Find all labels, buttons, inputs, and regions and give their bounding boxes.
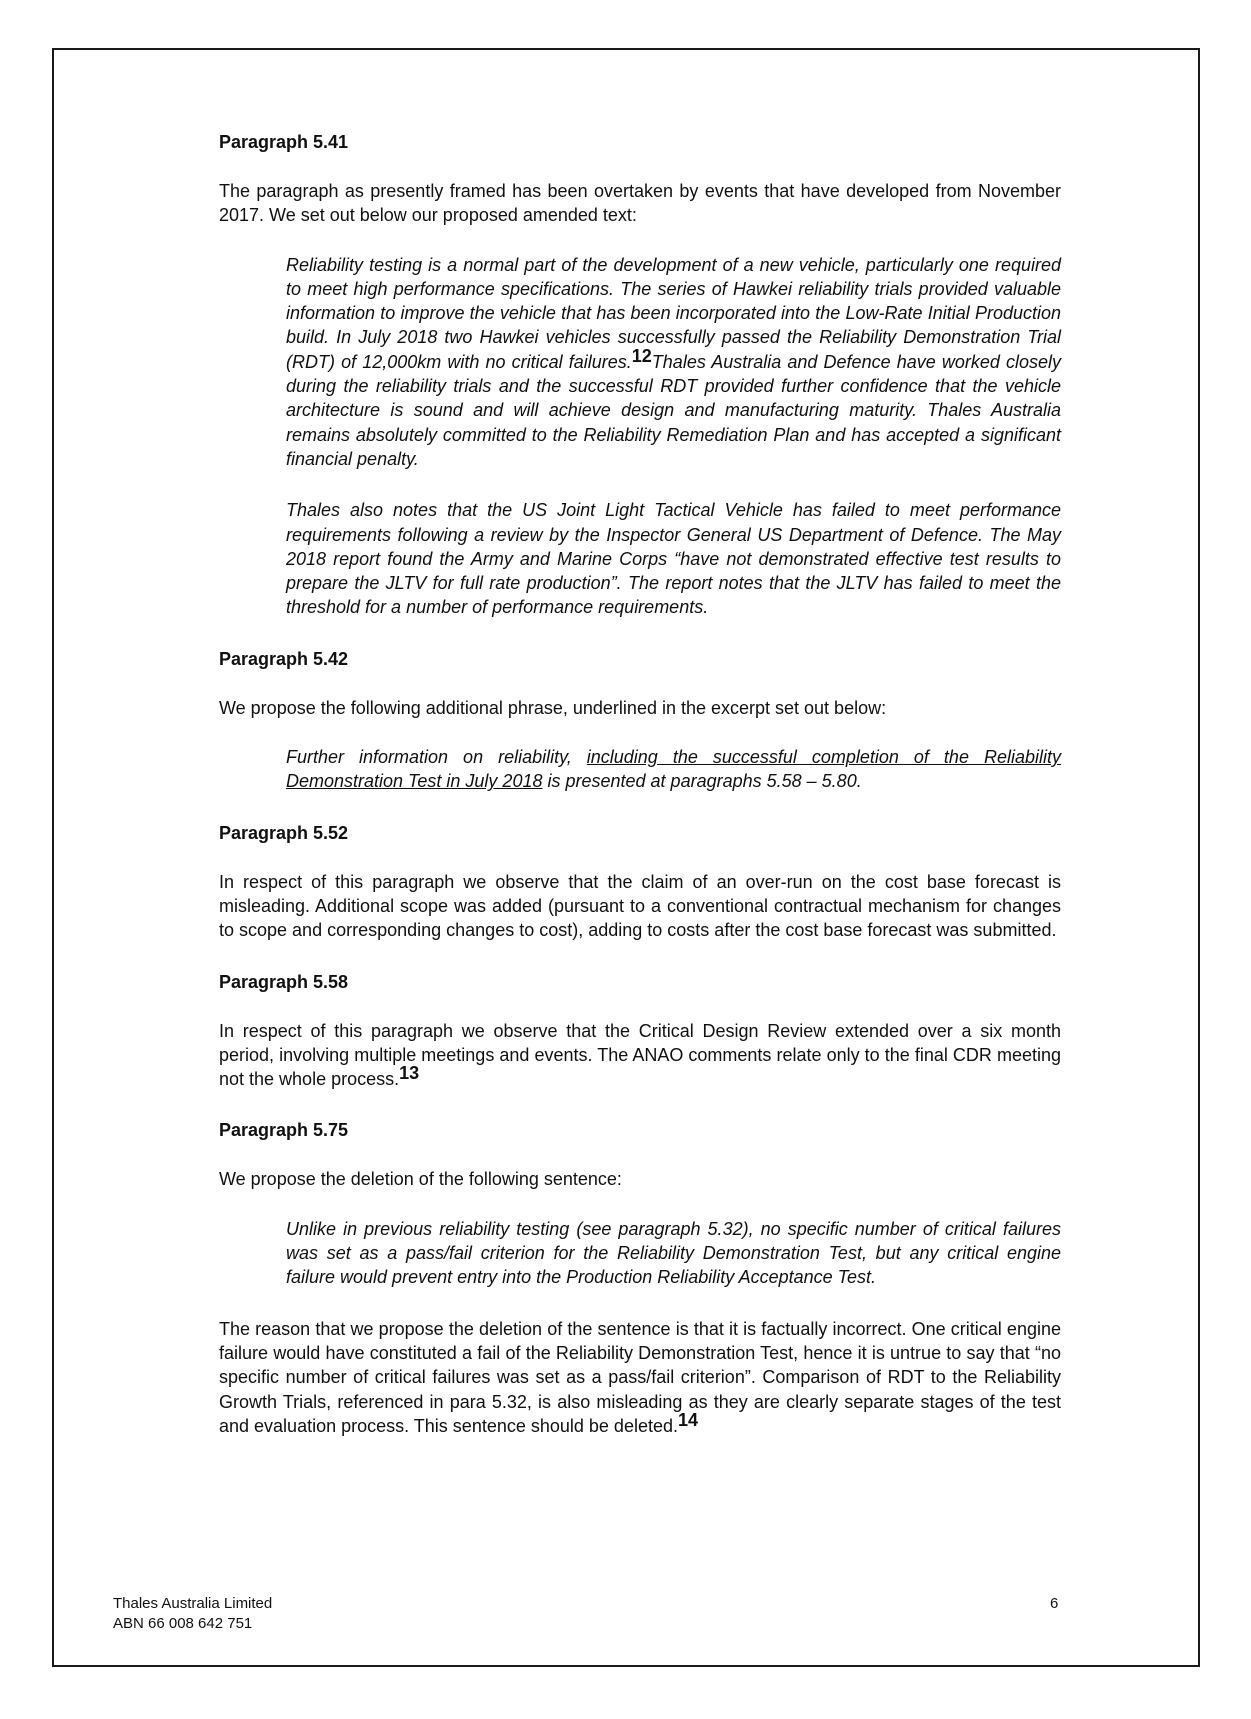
quote-text: Thales Australia and Defence have worked closely during the reliability trials and the successful RDT provided further confidence that the vehicle architecture is sound and will achieve design and manufacturing maturity. Thales Australia remains absolutely committed to the Reliability Remediation Plan and has accepted a significant financial penalty. — [286, 351, 1061, 469]
body-text: The reason that we propose the deletion of the sentence is that it is factually incorrect. One critical engine failure would have constituted a fail of the Reliability Demonstration Test, hence it is untrue to say that “no specific number of critical failures was set as a pass/fail criterion”. Comparison of RDT to the Reliability Growth Trials, referenced in para 5.32, is also misleading as they are clearly separate stages of the test and evaluation process. This sentence should be deleted. — [219, 1318, 1061, 1436]
excerpt-quote — [286, 745, 1061, 794]
section-body — [219, 1019, 1061, 1092]
footer-company — [113, 1594, 272, 1634]
quote-text: Reliability testing is a normal part of the development of a new vehicle, particularly one required to meet high performance specifications. The series of Hawkei reliability trials provided valuable information to improve the vehicle that has been incorporated into the Low-Rate Initial Production build. In July 2018 two Hawkei vehicles successfully passed the Reliability Demonstration Trial (RDT) of 12,000km with no critical failures. — [286, 254, 1061, 372]
underlined-addition: including the successful completion of the Reliability Demonstration Test in July 2018 — [286, 747, 1061, 792]
quote-text: Further information on reliability, — [286, 747, 587, 768]
section-body — [219, 1317, 1061, 1438]
section-heading: Paragraph 5.58 — [219, 971, 349, 992]
proposed-text-quote: Thales also notes that the US Joint Light Tactical Vehicle has failed to meet performance requirements following a review by the Inspector General US Department of Defence. The May 2018 report found the Army and Marine Corps “have not demonstrated effective test results to prepare the JLTV for full rate production”. The report notes that the JLTV has failed to meet the threshold for a number of performance requirements. — [286, 500, 1061, 618]
section-intro: We propose the following additional phrase, underlined in the excerpt set out below: — [219, 697, 887, 718]
company-abn: ABN 66 008 642 751 — [113, 1615, 253, 1632]
section-heading: Paragraph 5.52 — [219, 822, 349, 843]
section-heading: Paragraph 5.75 — [219, 1120, 349, 1141]
deleted-sentence-quote: Unlike in previous reliability testing (see paragraph 5.32), no specific number of critical failures was set as a pass/fail criterion for the Reliability Demonstration Test, but any critical engine failure would prevent entry into the Production Reliability Acceptance Test. — [286, 1218, 1061, 1288]
body-text: In respect of this paragraph we observe that the Critical Design Review extended over a six month period, involving multiple meetings and events. The ANAO comments relate only to the final CDR meeting not the whole process. — [219, 1020, 1061, 1090]
section-intro: We propose the deletion of the following sentence: — [219, 1169, 622, 1190]
proposed-text-quote — [286, 253, 1061, 472]
quote-text: is presented at paragraphs 5.58 – 5.80. — [542, 771, 862, 792]
section-intro: The paragraph as presently framed has been overtaken by events that have developed from November 2017. We set out below our proposed amended text: — [219, 181, 1061, 226]
footnote-ref: 13 — [399, 1063, 420, 1084]
company-name: Thales Australia Limited — [113, 1595, 273, 1612]
footnote-ref: 14 — [677, 1409, 699, 1430]
footnote-ref: 12 — [631, 345, 652, 366]
section-heading: Paragraph 5.41 — [219, 132, 349, 152]
section-body: In respect of this paragraph we observe that the claim of an over-run on the cost base forecast is misleading. Additional scope was added (pursuant to a conventional contractual mechanism for changes to scope and corresponding changes to cost), adding to costs after the cost base forecast was submitted. — [219, 871, 1061, 941]
page-number: 6 — [1050, 1595, 1059, 1612]
section-heading: Paragraph 5.42 — [219, 648, 349, 669]
document-body — [219, 130, 1061, 1438]
